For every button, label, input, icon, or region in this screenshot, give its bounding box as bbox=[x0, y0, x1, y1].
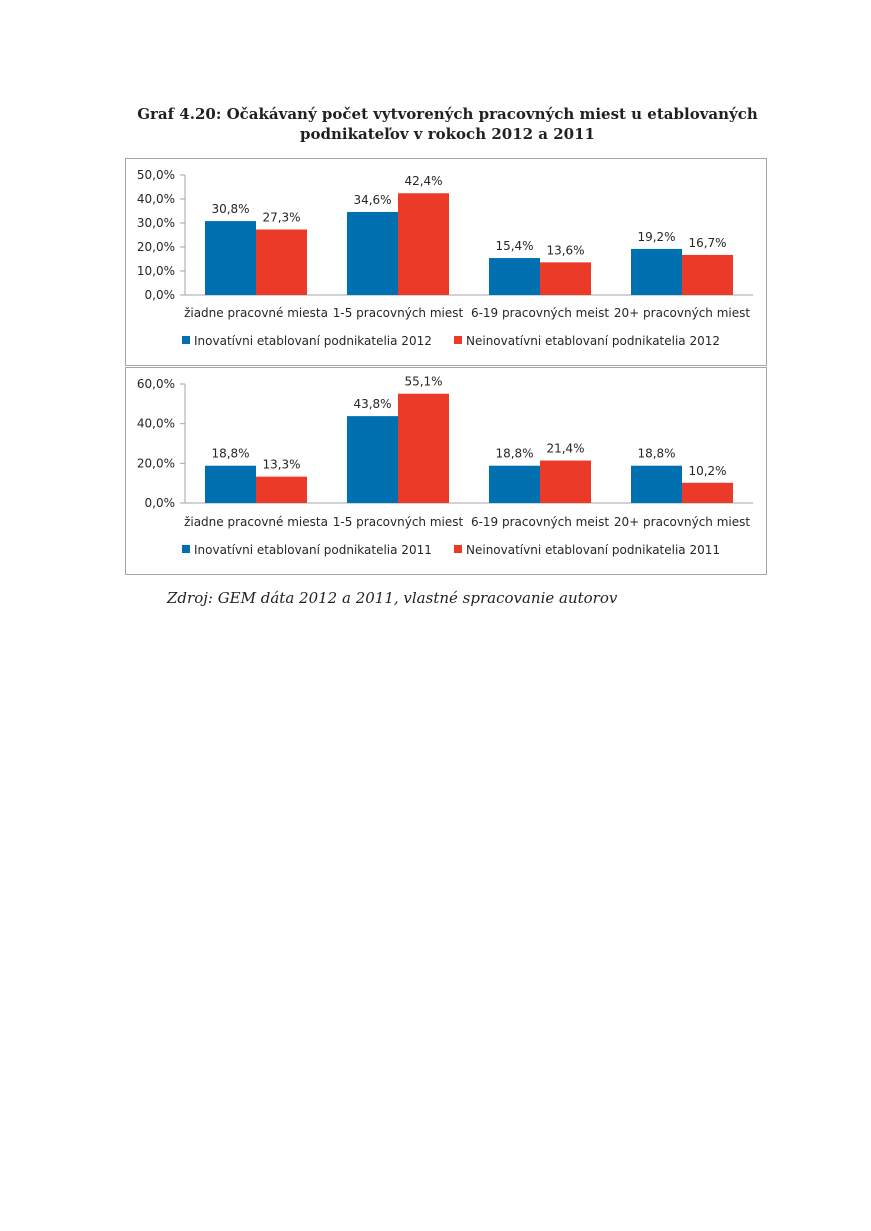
legend-label: Inovatívni etablovaní podnikatelia 2011 bbox=[194, 543, 432, 557]
bar-innovative bbox=[347, 212, 398, 295]
bar-non-innovative bbox=[682, 255, 733, 295]
data-label: 16,7% bbox=[688, 235, 727, 250]
category-label: 6-19 pracovných meist bbox=[470, 306, 610, 320]
data-label: 42,4% bbox=[404, 174, 443, 189]
chart-2011-svg bbox=[126, 368, 768, 576]
y-tick-label: 50,0% bbox=[136, 168, 175, 182]
bar-non-innovative bbox=[256, 477, 307, 503]
data-label: 13,3% bbox=[262, 457, 301, 472]
figure-title-line-1: Graf 4.20: Očakávaný počet vytvorených pracovných miest u etablovaných bbox=[137, 105, 758, 123]
bar-innovative bbox=[205, 221, 256, 295]
bar-non-innovative bbox=[682, 483, 733, 503]
bar-innovative bbox=[631, 466, 682, 503]
data-label: 34,6% bbox=[353, 192, 392, 207]
figure-title-line-2: podnikateľov v rokoch 2012 a 2011 bbox=[300, 125, 595, 143]
legend-swatch bbox=[182, 336, 190, 344]
data-label: 18,8% bbox=[637, 446, 676, 461]
chart-2012 bbox=[125, 158, 767, 366]
legend-swatch bbox=[182, 545, 190, 553]
data-label: 43,8% bbox=[353, 397, 392, 412]
figure-title bbox=[0, 104, 871, 144]
data-label: 19,2% bbox=[637, 229, 676, 244]
data-label: 27,3% bbox=[262, 210, 301, 225]
data-label: 21,4% bbox=[546, 441, 585, 456]
bar-innovative bbox=[489, 466, 540, 503]
bar-innovative bbox=[489, 258, 540, 295]
y-tick-label: 0,0% bbox=[144, 496, 175, 510]
bar-non-innovative bbox=[540, 461, 591, 503]
category-label: 1-5 pracovných miest bbox=[332, 515, 464, 529]
legend-swatch bbox=[454, 545, 462, 553]
y-tick-label: 60,0% bbox=[136, 377, 175, 391]
chart-2011 bbox=[125, 367, 767, 575]
data-label: 55,1% bbox=[404, 374, 443, 389]
data-label: 30,8% bbox=[211, 202, 250, 217]
data-label: 18,8% bbox=[211, 446, 250, 461]
y-tick-label: 30,0% bbox=[136, 216, 175, 230]
legend-label: Neinovatívni etablovaní podnikatelia 2011 bbox=[466, 543, 721, 557]
y-tick-label: 10,0% bbox=[136, 264, 175, 278]
data-label: 10,2% bbox=[688, 463, 727, 478]
bar-non-innovative bbox=[540, 262, 591, 295]
legend-label: Inovatívni etablovaní podnikatelia 2012 bbox=[194, 334, 432, 348]
data-label: 18,8% bbox=[495, 446, 534, 461]
y-tick-label: 40,0% bbox=[136, 192, 175, 206]
bar-innovative bbox=[631, 249, 682, 295]
category-label: 20+ pracovných miest bbox=[613, 515, 751, 529]
data-label: 15,4% bbox=[495, 239, 534, 254]
category-label: žiadne pracovné miesta bbox=[184, 306, 328, 320]
y-tick-label: 40,0% bbox=[136, 416, 175, 431]
y-tick-label: 0,0% bbox=[144, 288, 175, 302]
legend-label: Neinovatívni etablovaní podnikatelia 2012 bbox=[466, 334, 721, 348]
bar-non-innovative bbox=[398, 394, 449, 503]
category-label: 20+ pracovných miest bbox=[613, 306, 751, 320]
y-tick-label: 20,0% bbox=[136, 240, 175, 254]
data-label: 13,6% bbox=[546, 243, 585, 258]
category-label: 1-5 pracovných miest bbox=[332, 306, 464, 320]
legend-swatch bbox=[454, 336, 462, 344]
bar-non-innovative bbox=[398, 193, 449, 295]
category-label: 6-19 pracovných meist bbox=[470, 515, 610, 529]
bar-innovative bbox=[205, 466, 256, 503]
bar-innovative bbox=[347, 416, 398, 503]
y-tick-label: 20,0% bbox=[136, 456, 175, 471]
category-label: žiadne pracovné miesta bbox=[184, 515, 328, 529]
source-note: Zdroj: GEM dáta 2012 a 2011, vlastné spracovanie autorov bbox=[167, 589, 618, 607]
bar-non-innovative bbox=[256, 229, 307, 295]
chart-2012-svg bbox=[126, 159, 768, 367]
